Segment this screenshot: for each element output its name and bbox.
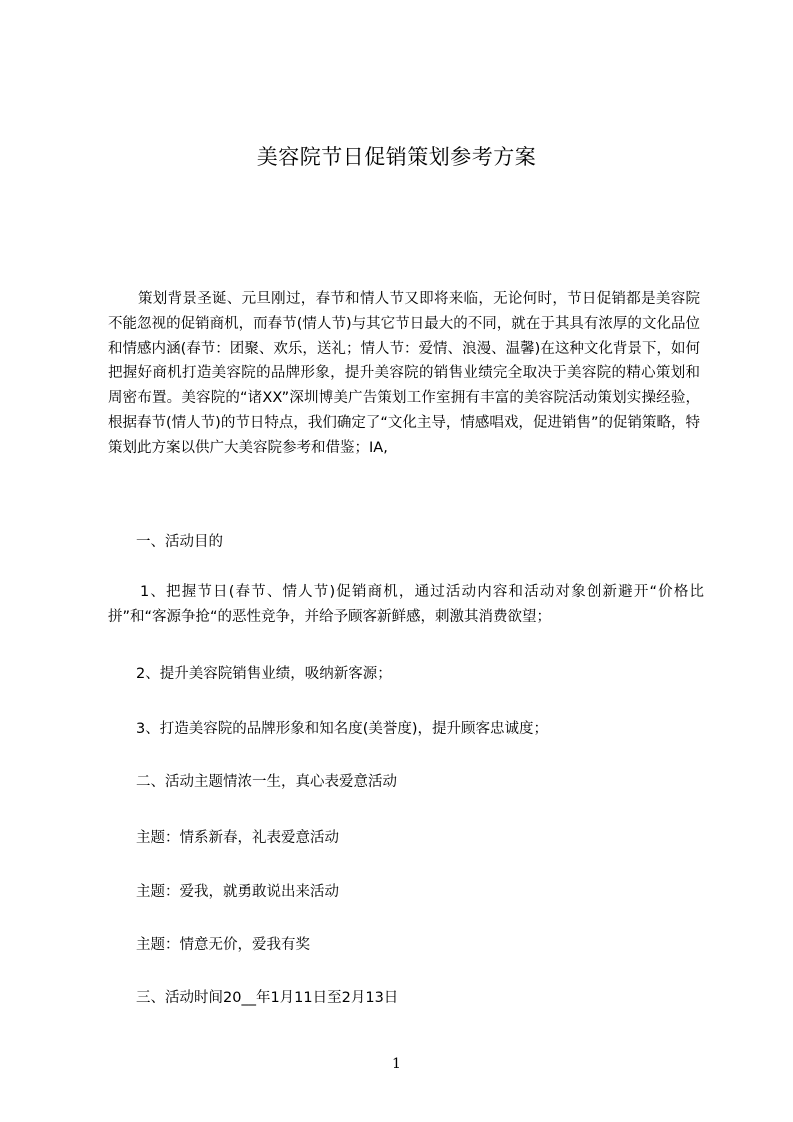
page-number: 1 <box>392 1056 401 1072</box>
section-heading-purpose: 一、活动目的 <box>136 534 223 550</box>
section-heading-theme: 二、活动主题情浓一生，真心表爱意活动 <box>136 774 397 790</box>
goal-item-2: 2、提升美容院销售业绩，吸纳新客源； <box>136 666 392 682</box>
theme-item-2: 主题：爱我，就勇敢说出来活动 <box>136 884 339 900</box>
goal-item-1: 1、把握节日(春节、情人节)促销商机，通过活动内容和活动对象创新避开“价格比拼”和“客源争抢“的恶性竞争，并给予顾客新鲜感，刺激其消费欲望； <box>108 584 704 625</box>
theme-item-1: 主题：情系新春，礼表爱意活动 <box>136 830 339 846</box>
section-heading-time: 三、活动时间20__年1月11日至2月13日 <box>136 990 399 1006</box>
goal-item-3: 3、打造美容院的品牌形象和知名度(美誉度)，提升顾客忠诚度； <box>136 721 549 737</box>
intro-paragraph: 策划背景圣诞、元旦刚过，春节和情人节又即将来临，无论何时，节日促销都是美容院不能忽视的促销商机，而春节(情人节)与其它节日最大的不同，就在于其具有浓厚的文化品位和情感内涵(春节：团聚、欢乐，送礼；情人节：爱情、浪漫、温馨)在这种文化背景下，如何把握好商机打造美容院的品牌形象，提升美容院的销售业绩完全取决于美容院的精心策划和周密布置。美容院的“诸XX”深圳博美广告策划工作室拥有丰富的美容院活动策划实操经验，根据春节(情人节)的节日特点，我们确定了“文化主导，情感唱戏，促进销售”的促销策略，特策划此方案以供广大美容院参考和借鉴；IA, <box>108 291 700 456</box>
theme-item-3: 主题：情意无价，爱我有奖 <box>136 937 310 953</box>
page-title: 美容院节日促销策划参考方案 <box>256 145 537 169</box>
